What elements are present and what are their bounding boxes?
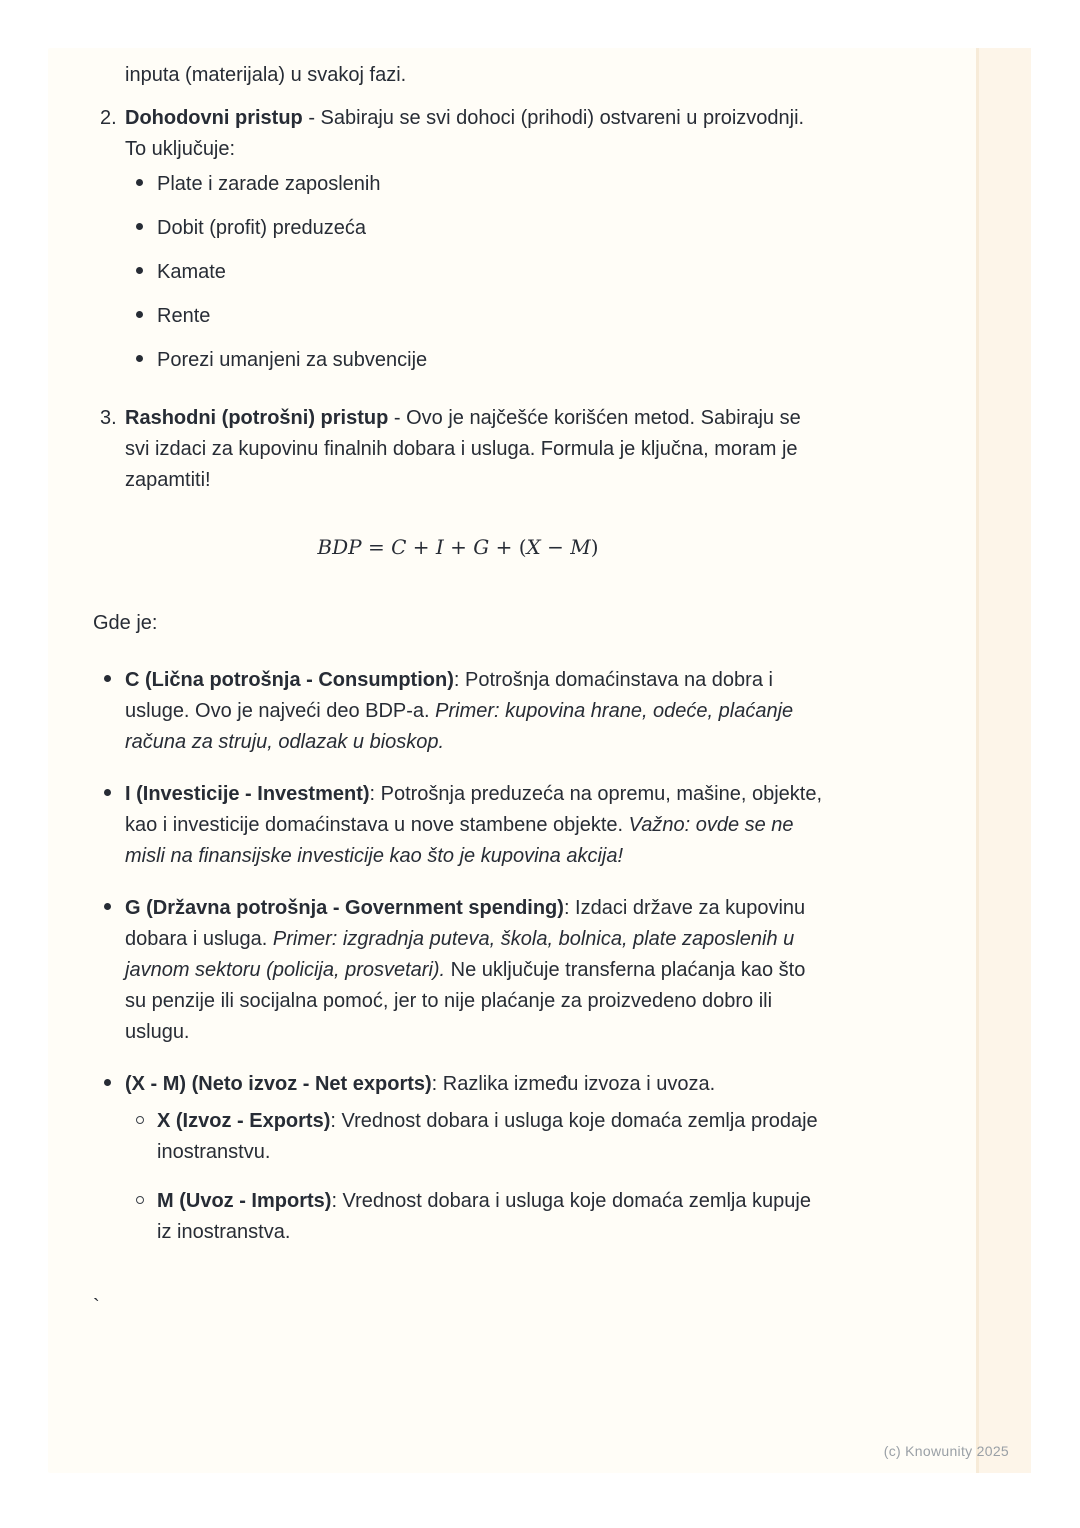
sub-item-text: M (Uvoz - Imports): Vrednost dobara i usluga koje domaća zemlja kupuje iz inostranstva. <box>157 1190 811 1243</box>
formula-terms-list <box>93 665 823 1266</box>
bullet-icon <box>136 355 143 362</box>
bullet-icon <box>136 267 143 274</box>
list-item-text: Porezi umanjeni za subvencije <box>157 349 428 371</box>
bullet-icon <box>104 675 111 682</box>
gdp-formula: BDP = C + I + G + (X − M) <box>317 535 599 559</box>
sub-item-text: X (Izvoz - Exports): Vrednost dobara i usluga koje domaća zemlja prodaje inostranstvu. <box>157 1110 818 1163</box>
intro-continuation-line: inputa (materijala) u svakoj fazi. <box>125 64 407 86</box>
list-item <box>125 213 823 244</box>
term-government <box>93 893 823 1048</box>
sub-item-imports <box>125 1186 823 1248</box>
item-text: Dohodovni pristup - Sabiraju se svi dohoci (prihodi) ostvareni u proizvodnji. To uključuje: <box>125 107 805 160</box>
bullet-icon <box>136 311 143 318</box>
footer-copyright: (c) Knowunity 2025 <box>883 1443 1009 1459</box>
circle-bullet-icon <box>136 1116 144 1124</box>
where-label: Gde je: <box>93 612 158 634</box>
item-body <box>125 103 823 389</box>
income-components-list <box>125 169 823 376</box>
list-item <box>125 257 823 288</box>
item-body <box>125 403 823 496</box>
bullet-icon <box>104 1079 111 1086</box>
list-item <box>125 345 823 376</box>
stray-backtick: ` <box>93 1296 100 1318</box>
term-net-exports <box>93 1069 823 1266</box>
page-edge-strip <box>976 48 1031 1473</box>
term-text: (X - M) (Neto izvoz - Net exports): Razlika između izvoza i uvoza. <box>125 1073 716 1095</box>
document-content <box>93 60 823 1323</box>
list-item-text: Rente <box>157 305 211 327</box>
term-investment <box>93 779 823 872</box>
item-number: 3. <box>100 407 117 429</box>
note-card <box>48 48 1031 1473</box>
bullet-icon <box>104 903 111 910</box>
list-item <box>125 301 823 332</box>
term-text: G (Državna potrošnja - Government spending): Izdaci države za kupovinu dobara i usluga. Primer: izgradnja puteva, škola, bolnica, plate zaposlenih u javnom sektoru (policija, prosvetari). Ne uključuje transferna plaćanja kao što su penzije ili socijalna pomoć, jer to nije plaćanje za proizvedeno dobro ili uslugu. <box>125 897 806 1043</box>
list-item-text: Dobit (profit) preduzeća <box>157 217 366 239</box>
circle-bullet-icon <box>136 1196 144 1204</box>
item-text: Rashodni (potrošni) pristup - Ovo je najčešće korišćen metod. Sabiraju se svi izdaci za kupovinu finalnih dobara i usluga. Formula je ključna, moram je zapamtiti! <box>125 407 801 491</box>
list-item-text: Plate i zarade zaposlenih <box>157 173 381 195</box>
numbered-item-3 <box>93 403 823 496</box>
bullet-icon <box>104 789 111 796</box>
sub-item-exports <box>125 1106 823 1168</box>
item-number: 2. <box>100 107 117 129</box>
bullet-icon <box>136 179 143 186</box>
bullet-icon <box>136 223 143 230</box>
numbered-item-2 <box>93 103 823 389</box>
net-exports-sublist <box>125 1106 823 1248</box>
term-text: I (Investicije - Investment): Potrošnja preduzeća na opremu, mašine, objekte, kao i investicije domaćinstava u nove stambene objekte. Važno: ovde se ne misli na finansijske investicije kao što je kupovina akcija! <box>125 783 822 867</box>
list-item <box>125 169 823 200</box>
term-text: C (Lična potrošnja - Consumption): Potrošnja domaćinstava na dobra i usluge. Ovo je najveći deo BDP-a. Primer: kupovina hrane, odeće, plaćanje računa za struju, odlazak u bioskop. <box>125 669 794 753</box>
term-consumption <box>93 665 823 758</box>
list-item-text: Kamate <box>157 261 226 283</box>
